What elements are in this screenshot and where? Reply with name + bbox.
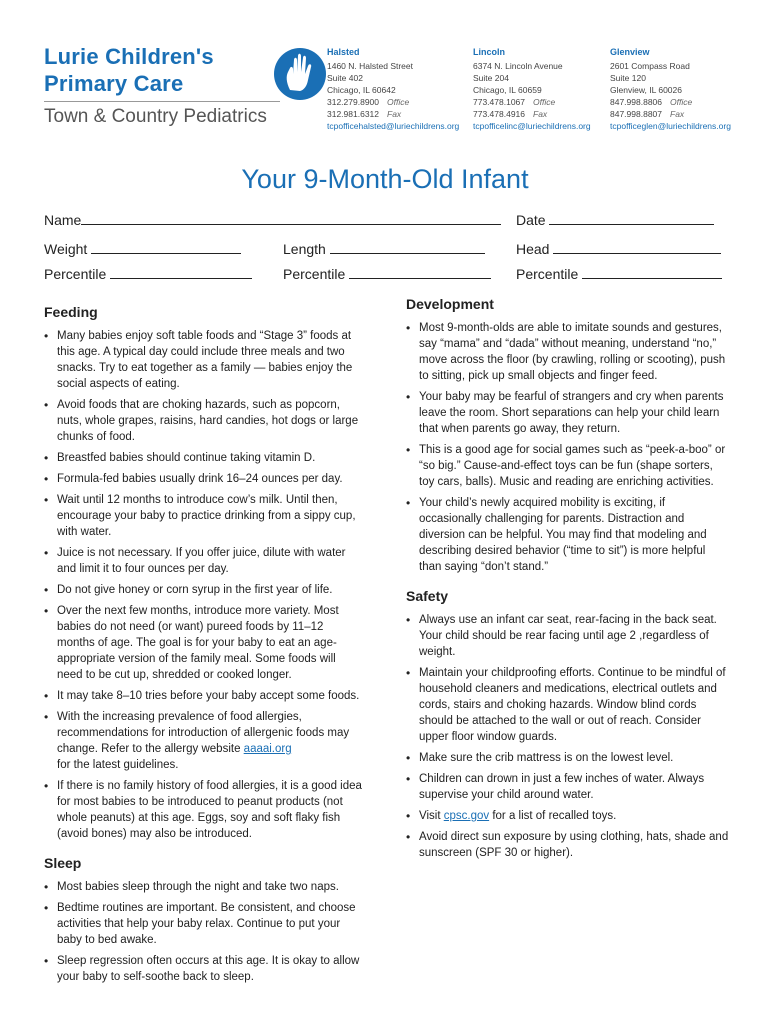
length-blank[interactable] (330, 240, 485, 254)
allergy-text-end: for the latest guidelines. (57, 759, 179, 771)
list-item: • Make sure the crib mattress is on the lowest level. (406, 750, 730, 766)
weight-field[interactable] (44, 240, 241, 257)
left-column (44, 304, 364, 990)
list-item: • If there is no family history of food allergies, it is a good idea for most babies to be introduced to peanut products (not whole peanuts) at this age. Eggs, soy and soft flaky fish (avoid bones) may also be introduced. (44, 778, 364, 842)
list-item: • Always use an infant car seat, rear-facing in the back seat. Your child should be rear facing until age 2 ,regardless of weight. (406, 612, 730, 660)
visit-text: Visit (419, 810, 441, 822)
location-phone (473, 96, 591, 108)
list-item: • Children can drown in just a few inches of water. Always supervise your child around water. (406, 771, 730, 803)
fax-label: Fax (670, 109, 685, 119)
location-suite: Suite 204 (473, 73, 509, 83)
location-street: 6374 N. Lincoln Avenue (473, 61, 563, 71)
development-heading: Development (406, 296, 494, 312)
location-email[interactable]: tcpofficelinc@luriechildrens.org (473, 121, 591, 131)
list-item: • Most babies sleep through the night and take two naps. (44, 879, 364, 895)
percentile-label: Percentile (516, 266, 579, 282)
fax-label: Fax (387, 109, 402, 119)
date-field[interactable] (516, 211, 714, 228)
name-label: Name (44, 212, 82, 228)
location-city: Chicago, IL 60642 (327, 85, 396, 95)
list-item-allergy (44, 709, 364, 773)
name-field[interactable] (44, 211, 501, 228)
development-list (406, 320, 730, 575)
logo-line-3: Town & Country Pediatrics (44, 106, 267, 127)
list-item: • Your child’s newly acquired mobility is exciting, if occasionally challenging for parents. Distraction and diversion can be helpful. You may find that modeling and describing desired behavior (“time to sit”) is more helpful than saying “don’t stand.” (406, 495, 730, 575)
location-fax (610, 108, 731, 120)
cpsc-link[interactable]: cpsc.gov (443, 810, 490, 822)
aaaai-link[interactable]: aaaai.org (243, 743, 292, 755)
list-item: • Over the next few months, introduce more variety. Most babies do not need (or want) pureed foods by 11–12 months of age. The goal is for your baby to eat an age-appropriate version of the family meal. Some foods will need to be cut up, shredded or cooked longer. (44, 603, 364, 683)
location-suite: Suite 120 (610, 73, 646, 83)
sleep-list (44, 879, 364, 985)
logo-line-2: Primary Care (44, 71, 184, 96)
list-item: • Breastfed babies should continue taking vitamin D. (44, 450, 364, 466)
date-blank[interactable] (549, 211, 714, 225)
phone-label: Office (533, 97, 556, 107)
percentile-blank[interactable] (582, 265, 722, 279)
list-item: • Your baby may be fearful of strangers and cry when parents leave the room. Short separations can help your child learn that when parents go away, they return. (406, 389, 730, 437)
phone-number: 312.279.8900 (327, 97, 379, 107)
length-label: Length (283, 241, 326, 257)
date-label: Date (516, 212, 546, 228)
list-item-visit (406, 808, 730, 824)
length-percentile-field[interactable] (283, 265, 491, 282)
feeding-heading: Feeding (44, 304, 98, 320)
percentile-blank[interactable] (349, 265, 491, 279)
fax-number: 773.478.4916 (473, 109, 525, 119)
phone-label: Office (670, 97, 693, 107)
location-halsted (327, 46, 459, 132)
phone-number: 847.998.8806 (610, 97, 662, 107)
location-fax (473, 108, 591, 120)
list-item: • Maintain your childproofing efforts. Continue to be mindful of household cleaners and medications, electrical outlets and cords, stairs and choking hazards. Window blind cords should be attached to the wall or out of reach. Consider upper floor window guards. (406, 665, 730, 745)
allergy-text: With the increasing prevalence of food allergies, recommendations for introduction of allergenic foods may change. Refer to the allergy website (57, 711, 350, 755)
list-item: • Avoid foods that are choking hazards, such as popcorn, nuts, whole grapes, raisins, hard candies, hot dogs or large chunks of food. (44, 397, 364, 445)
feeding-list (44, 328, 364, 842)
location-name: Lincoln (473, 47, 505, 57)
head-label: Head (516, 241, 550, 257)
location-email[interactable]: tcpofficehalsted@luriechildrens.org (327, 121, 460, 131)
list-item: • Bedtime routines are important. Be consistent, and choose activities that help your baby relax. Continue to put your baby to bed awake. (44, 900, 364, 948)
phone-number: 773.478.1067 (473, 97, 525, 107)
location-phone (327, 96, 459, 108)
safety-heading: Safety (406, 588, 449, 604)
logo-line-1: Lurie Children's (44, 44, 214, 69)
fax-number: 312.981.6312 (327, 109, 379, 119)
logo-divider (44, 101, 280, 102)
list-item: • Wait until 12 months to introduce cow’s milk. Until then, encourage your baby to practice drinking from a sippy cup, with water. (44, 492, 364, 540)
fax-label: Fax (533, 109, 548, 119)
location-street: 1460 N. Halsted Street (327, 61, 413, 71)
fax-number: 847.998.8807 (610, 109, 662, 119)
hand-logo-icon (274, 46, 326, 102)
phone-label: Office (387, 97, 410, 107)
safety-list (406, 612, 730, 861)
weight-blank[interactable] (91, 240, 241, 254)
name-blank[interactable] (81, 211, 501, 225)
location-suite: Suite 402 (327, 73, 363, 83)
percentile-label: Percentile (283, 266, 346, 282)
list-item: • Do not give honey or corn syrup in the first year of life. (44, 582, 364, 598)
list-item: • Formula-fed babies usually drink 16–24 ounces per day. (44, 471, 364, 487)
list-item: • Juice is not necessary. If you offer juice, dilute with water and limit it to four ounces per day. (44, 545, 364, 577)
right-column (406, 296, 730, 866)
weight-label: Weight (44, 241, 88, 257)
head-percentile-field[interactable] (516, 265, 722, 282)
visit-text-end: for a list of recalled toys. (492, 810, 617, 822)
weight-percentile-field[interactable] (44, 265, 252, 282)
percentile-blank[interactable] (110, 265, 252, 279)
location-name: Halsted (327, 47, 360, 57)
head-field[interactable] (516, 240, 721, 257)
location-glenview (610, 46, 731, 132)
list-item: • Many babies enjoy soft table foods and “Stage 3” foods at this age. A typical day could include three meals and two snacks. Try to eat together as a family — babies enjoy the social aspects of eating. (44, 328, 364, 392)
location-city: Glenview, IL 60026 (610, 85, 682, 95)
clinic-logo (44, 44, 334, 134)
sleep-heading: Sleep (44, 855, 82, 871)
location-phone (610, 96, 731, 108)
percentile-label: Percentile (44, 266, 107, 282)
location-street: 2601 Compass Road (610, 61, 690, 71)
list-item: • Avoid direct sun exposure by using clothing, hats, shade and sunscreen (SPF 30 or higher). (406, 829, 730, 861)
page-title: Your 9-Month-Old Infant (241, 164, 529, 194)
location-email[interactable]: tcpofficeglen@luriechildrens.org (610, 121, 731, 131)
location-city: Chicago, IL 60659 (473, 85, 542, 95)
list-item: • It may take 8–10 tries before your baby accept some foods. (44, 688, 364, 704)
list-item: • Sleep regression often occurs at this age. It is okay to allow your baby to self-soothe back to sleep. (44, 953, 364, 985)
list-item: • This is a good age for social games such as “peek-a-boo” or “so big.” Cause-and-effect toys can be fun (shape sorters, toy cars, balls). Music and reading are enriching activities. (406, 442, 730, 490)
length-field[interactable] (283, 240, 485, 257)
location-name: Glenview (610, 47, 650, 57)
list-item: • Most 9-month-olds are able to imitate sounds and gestures, say “mama” and “dada” without meaning, understand “no,” move across the floor (by crawling, rolling or scooting), push to sitting, pick up small objects and finger feed. (406, 320, 730, 384)
location-fax (327, 108, 459, 120)
head-blank[interactable] (553, 240, 721, 254)
location-lincoln (473, 46, 591, 132)
